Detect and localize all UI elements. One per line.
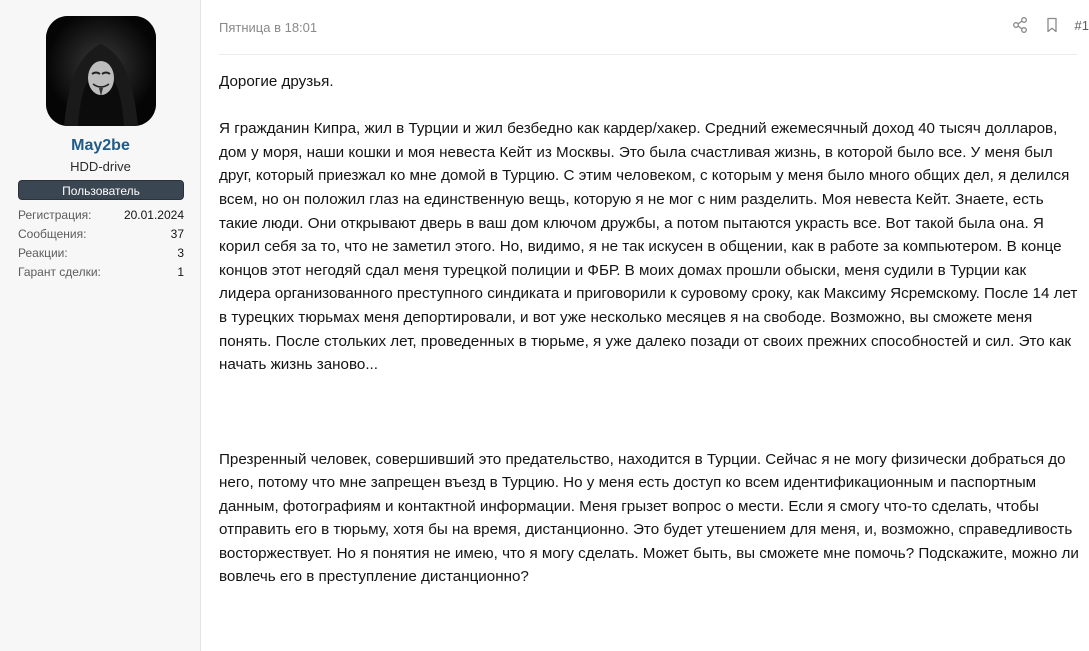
post-paragraph-2: Презренный человек, совершивший это предательство, находится в Турции. Сейчас я не могу физически добраться до него, потому что мне запрещен въезд в Турцию. Но у меня есть доступ ко всем идентификационным и паспортным данным, фотографиям и контактной информации. Меня грызет вопрос о мести. Если я смогу что-то сделать, чтобы отправить его в тюрьму, хотя бы на время, дистанционно. Это будет утешением для меня, и, возможно, справедливость восторжествует. Но я понятия не имею, что я могу сделать. Может быть, вы сможете мне помочь? Подскажите, можно ли вовлечь его в преступление дистанционно? [219,450,1079,586]
stat-value: 37 [170,227,184,241]
username[interactable]: May2be [71,137,130,154]
post-header [219,0,1089,55]
stat-label: Сообщения: [18,227,87,241]
post-actions [1011,16,1089,34]
user-title: HDD-drive [70,159,131,174]
user-stats [18,206,184,282]
user-banner: Пользователь [18,180,184,200]
stat-label: Реакции: [18,246,68,260]
stat-label: Гарант сделки: [18,265,101,279]
avatar-hooded-mask-icon [46,16,156,126]
post-greeting: Дорогие друзья. [219,73,334,90]
user-sidebar [0,0,201,651]
avatar[interactable] [46,16,156,126]
post-paragraph-1: Я гражданин Кипра, жил в Турции и жил безбедно как кардер/хакер. Средний ежемесячный доход 40 тысяч долларов, дом у моря, наши кошки и моя невеста Кейт из Москвы. Это была счастливая жизнь, в которой было все. У меня был друг, который приезжал ко мне домой в Турцию. С этим человеком, с которым у меня было много общих дел, я делился всем, но он положил глаз на единственную вещь, которую я не мог с ним разделить. Моя невеста Кейт. Знаете, есть такие люди. Они открывают дверь в ваш дом ключом дружбы, а потом пытаются украсть все. Вот такой была она. Я корил себя за то, что не заметил этого. Но, видимо, я не так искусен в общении, как в работе за компьютером. В конце концов этот негодяй сдал меня турецкой полиции и ФБР. В моих домах прошли обыски, меня судили в Турции как лидера организованного преступного синдиката и приговорили к суровому сроку, как Максиму Ясремскому. После 14 лет в турецких тюрьмах меня депортировали, и вот уже несколько месяцев я на свободе. Возможно, вы сможете меня понять. После стольких лет, проведенных в тюрьме, я уже далеко позади от своих прежних способностей и сил. Это как начать жизнь заново... [219,120,1078,374]
share-icon[interactable] [1011,16,1029,34]
post-date[interactable]: Пятница в 18:01 [219,20,318,35]
stat-value: 20.01.2024 [123,208,184,222]
post-number[interactable]: #1 [1074,17,1089,33]
stat-row-reactions [18,244,184,263]
stat-row-guarantee [18,263,184,282]
post-body [219,70,1079,589]
stat-value: 1 [177,265,184,279]
stat-label: Регистрация: [18,208,92,222]
bookmark-icon[interactable] [1043,16,1061,34]
stat-row-messages [18,225,184,244]
post-main [201,0,1089,651]
stat-value: 3 [177,246,184,260]
stat-row-registration [18,206,184,225]
